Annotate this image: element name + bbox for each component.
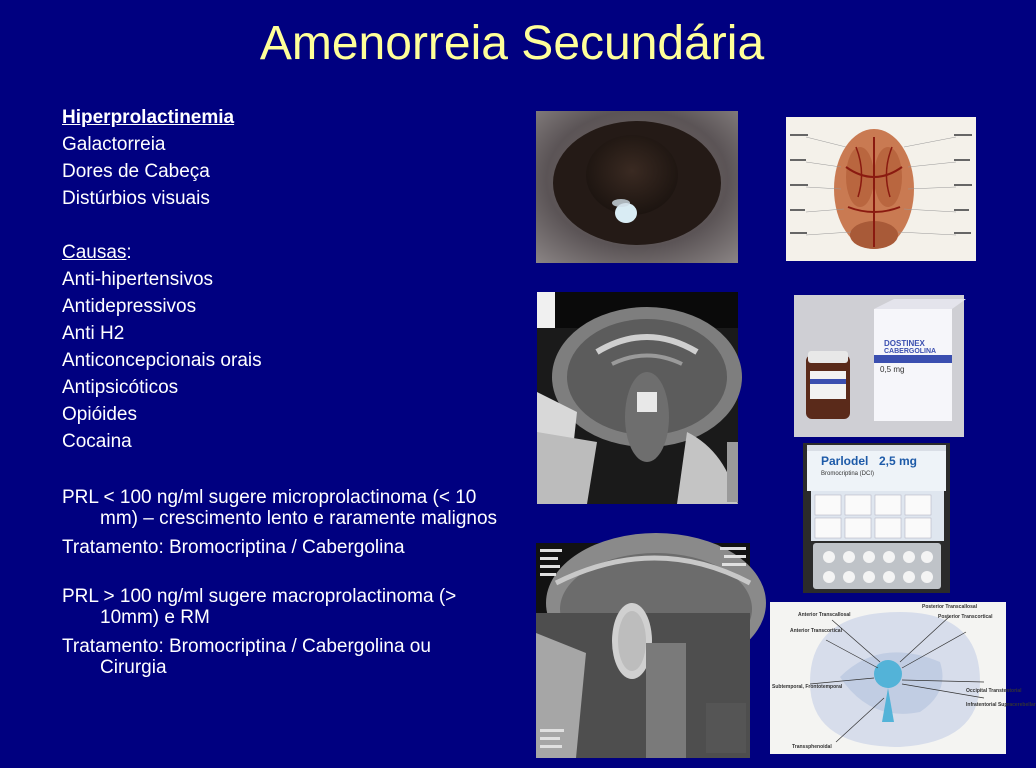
mri-macroadenoma-image — [536, 543, 750, 758]
galactorrhea-photo — [536, 111, 738, 263]
treatment-high-text: Tratamento: Bromocriptina / Cabergolina ou Cirurgia — [62, 636, 431, 678]
parlodel-brand-label: Parlodel — [821, 454, 869, 468]
mri-sagittal-image — [537, 292, 738, 504]
anatomy-label: Infratentorial Supracerebellar — [966, 702, 1036, 708]
cause-item: Antipsicóticos — [62, 377, 179, 398]
cause-item: Opióides — [62, 404, 137, 425]
anatomy-label: Posterior Transcortical — [938, 614, 993, 620]
causes-heading-line — [62, 239, 502, 266]
causes-colon: : — [126, 242, 132, 263]
parlodel-package-photo — [803, 443, 950, 593]
cause-item: Anti-hipertensivos — [62, 269, 214, 290]
parlodel-generic-label: Bromocriptina (DCI) — [821, 471, 875, 477]
cause-item: Anti H2 — [62, 323, 125, 344]
dostinex-dose-label: 0,5 mg — [880, 365, 905, 374]
anatomy-label: Transsphenoidal — [792, 744, 832, 750]
section-heading: Hiperprolactinemia — [62, 107, 235, 128]
anatomy-label: Anterior Transcortical — [790, 628, 842, 634]
dostinex-name-label: CABERGOLINA — [884, 348, 937, 355]
slide-title: Amenorreia Secundária — [259, 17, 765, 70]
dostinex-package-photo — [794, 295, 964, 437]
treatment-low-text: Tratamento: Bromocriptina / Cabergolina — [62, 537, 405, 558]
slide-body — [62, 104, 502, 678]
parlodel-dose-label: 2,5 mg — [879, 454, 918, 468]
symptom-item: Galactorreia — [62, 134, 166, 155]
surgical-approaches-diagram — [770, 602, 1036, 754]
cause-item: Antidepressivos — [62, 296, 197, 317]
anatomy-label: Occipital Transtentorial — [966, 688, 1022, 694]
dostinex-brand-label: DOSTINEX — [884, 339, 925, 348]
prl-low-text: PRL < 100 ng/ml sugere microprolactinoma (< 10 mm) – crescimento lento e raramente malignos — [62, 487, 498, 529]
anatomy-label: Anterior Transcallosal — [798, 612, 851, 618]
causes-heading: Causas — [62, 242, 127, 263]
prl-high-text: PRL > 100 ng/ml sugere macroprolactinoma (> 10mm) e RM — [62, 586, 457, 628]
symptom-item: Distúrbios visuais — [62, 188, 210, 209]
cause-item: Cocaina — [62, 431, 132, 452]
anatomy-label: Posterior Transcallosal — [922, 604, 978, 610]
symptom-item: Dores de Cabeça — [62, 161, 210, 182]
anatomy-label: Subtemporal, Frontotemporal — [772, 684, 843, 690]
brain-arteries-diagram — [786, 117, 976, 261]
cause-item: Anticoncepcionais orais — [62, 350, 262, 371]
